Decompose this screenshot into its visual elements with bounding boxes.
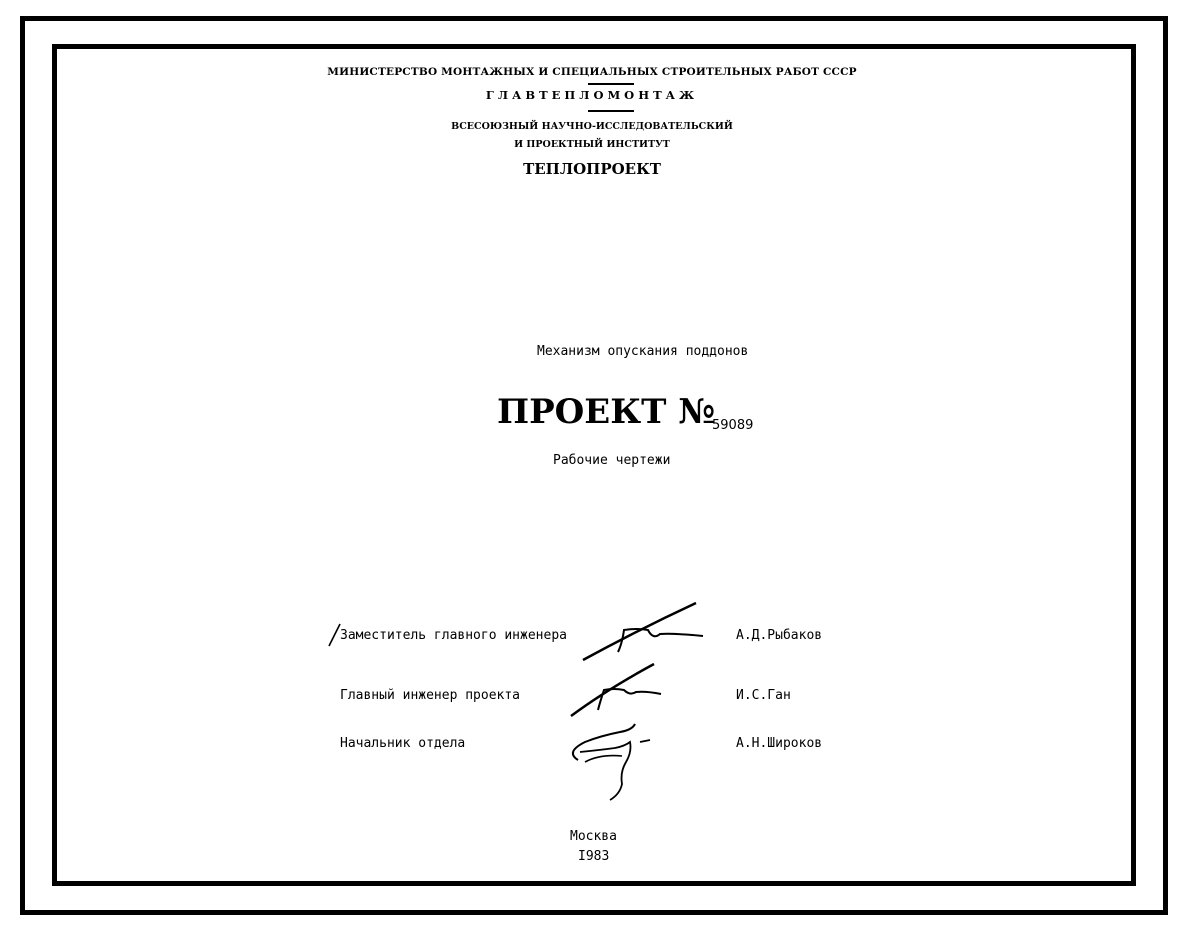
signature-2-icon	[566, 660, 666, 720]
signatory-position-3: Начальник отдела	[340, 736, 466, 751]
signature-1-icon	[326, 620, 346, 650]
signature-1-icon	[578, 600, 713, 665]
footer-city: Москва	[570, 829, 617, 844]
document-subject: Механизм опускания поддонов	[537, 344, 749, 359]
signatory-name-3: А.Н.Широков	[736, 736, 823, 751]
main-dept-line: ГЛАВТЕПЛОМОНТАЖ	[485, 88, 699, 102]
project-number: 59089	[712, 418, 754, 433]
institute-line-1: ВСЕСОЮЗНЫЙ НАУЧНО-ИССЛЕДОВАТЕЛЬСКИЙ	[451, 121, 733, 132]
institute-name: ТЕПЛОПРОЕКТ	[523, 160, 661, 178]
signature-3-icon	[560, 712, 670, 812]
header-rule-top	[588, 83, 634, 85]
footer-year: I983	[578, 849, 610, 864]
institute-line-2: И ПРОЕКТНЫЙ ИНСТИТУТ	[514, 139, 670, 150]
header-rule-bottom	[588, 110, 634, 112]
signatory-name-2: И.С.Ган	[736, 688, 791, 703]
document-type: Рабочие чертежи	[553, 453, 671, 468]
ministry-line: МИНИСТЕРСТВО МОНТАЖНЫХ И СПЕЦИАЛЬНЫХ СТРОИТЕЛЬНЫХ РАБОТ СССР	[327, 66, 857, 78]
signatory-name-1: А.Д.Рыбаков	[736, 628, 823, 643]
signatory-position-2: Главный инженер проекта	[340, 688, 521, 703]
project-label: ПРОЕКТ №	[497, 392, 716, 432]
signatory-position-1: Заместитель главного инженера	[340, 628, 567, 643]
